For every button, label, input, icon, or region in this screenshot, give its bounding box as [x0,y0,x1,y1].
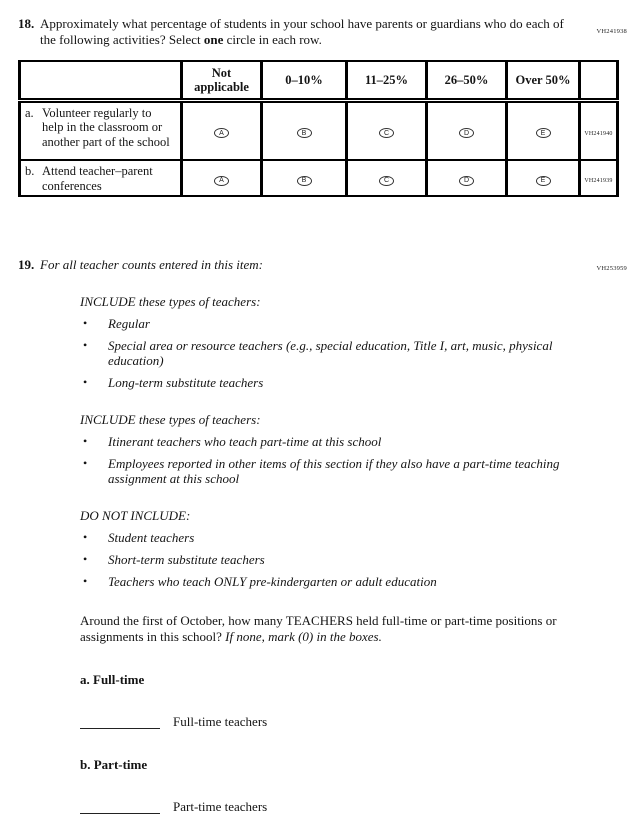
table-row-a [20,100,618,160]
include-section-1-heading: INCLUDE these types of teachers: [80,294,580,310]
question-19 [18,257,634,814]
question-19-intro: For all teacher counts entered in this item: [40,257,263,273]
row-b-bubble-A[interactable]: A [214,176,229,186]
row-a-bubble-C[interactable]: C [379,128,394,138]
bullet-text: Itinerant teachers who teach part-time at this school [108,434,381,450]
list-item [80,316,580,332]
bullet-icon: • [80,375,108,391]
row-a-bubble-B[interactable]: B [297,128,312,138]
list-item [80,456,580,487]
row-b-letter: b. [25,164,42,193]
page-code-q19: VH253959 [597,265,628,272]
question-18-text [40,16,568,47]
full-time-teachers-input[interactable] [80,715,160,729]
bullet-icon: • [80,456,108,487]
question-19-number: 19. [18,257,40,273]
row-b-bubble-C[interactable]: C [379,176,394,186]
question-18-number: 18. [18,16,40,47]
row-a-bubble-A[interactable]: A [214,128,229,138]
full-time-blank-label: Full-time teachers [173,714,267,730]
list-item [80,574,580,590]
header-empty [20,61,182,100]
page-code-q18: VH241938 [597,28,628,35]
q19-closing-paragraph [80,613,572,644]
table-header-row [20,61,618,100]
question-18-bold-word: one [204,32,224,47]
header-over-50: Over 50% [507,61,580,100]
list-item [80,530,580,546]
closing-regular: Around the first of October, how many TEACHERS held full-time or part-time positions or assignments in this school? [80,613,557,644]
part-time-blank-label: Part-time teachers [173,799,267,814]
header-0-10: 0–10% [262,61,347,100]
bullet-text: Special area or resource teachers (e.g., special education, Title I, art, music, physical education) [108,338,578,369]
row-b-bubble-B[interactable]: B [297,176,312,186]
bullet-text: Long-term substitute teachers [108,375,263,391]
header-11-25: 11–25% [347,61,427,100]
part-time-field-label: b. Part-time [80,757,580,773]
bullet-icon: • [80,338,108,369]
bullet-icon: • [80,530,108,546]
include-section-2-heading: INCLUDE these types of teachers: [80,412,580,428]
row-a-label: Volunteer regularly to help in the classroom or another part of the school [42,106,176,150]
table-row-b [20,160,618,196]
part-time-write-in [80,799,580,814]
row-a-letter: a. [25,106,42,150]
row-b-bubble-E[interactable]: E [536,176,551,186]
closing-italic: If none, mark (0) in the boxes. [225,629,382,644]
bullet-text: Employees reported in other items of this section if they also have a part-time teaching assignment at this school [108,456,578,487]
list-item [80,552,580,568]
q18-response-table [18,60,619,197]
header-not-applicable: Not applicable [182,61,262,100]
row-b-bubble-D[interactable]: D [459,176,474,186]
row-a-bubble-E[interactable]: E [536,128,551,138]
bullet-text: Short-term substitute teachers [108,552,265,568]
bullet-icon: • [80,434,108,450]
row-b-code: VH241939 [584,178,612,184]
do-not-include-heading: DO NOT INCLUDE: [80,508,580,524]
row-b-stem [20,160,182,196]
question-18-text-after: circle in each row. [223,32,321,47]
list-item [80,338,580,369]
list-item [80,434,580,450]
row-a-code: VH241940 [584,131,612,137]
bullet-icon: • [80,316,108,332]
part-time-teachers-input[interactable] [80,800,160,814]
bullet-icon: • [80,552,108,568]
row-b-label: Attend teacher–parent conferences [42,164,176,193]
question-18 [18,16,634,47]
header-code-column [580,61,618,100]
list-item [80,375,580,391]
bullet-text: Teachers who teach ONLY pre-kindergarten or adult education [108,574,437,590]
question-18-text-before: Approximately what percentage of students in your school have parents or guardians who do each of the following activities? Select [40,16,564,47]
full-time-field-label: a. Full-time [80,672,580,688]
bullet-text: Regular [108,316,150,332]
bullet-text: Student teachers [108,530,194,546]
row-a-bubble-D[interactable]: D [459,128,474,138]
bullet-icon: • [80,574,108,590]
row-a-stem [20,100,182,160]
header-26-50: 26–50% [427,61,507,100]
full-time-write-in [80,714,580,730]
